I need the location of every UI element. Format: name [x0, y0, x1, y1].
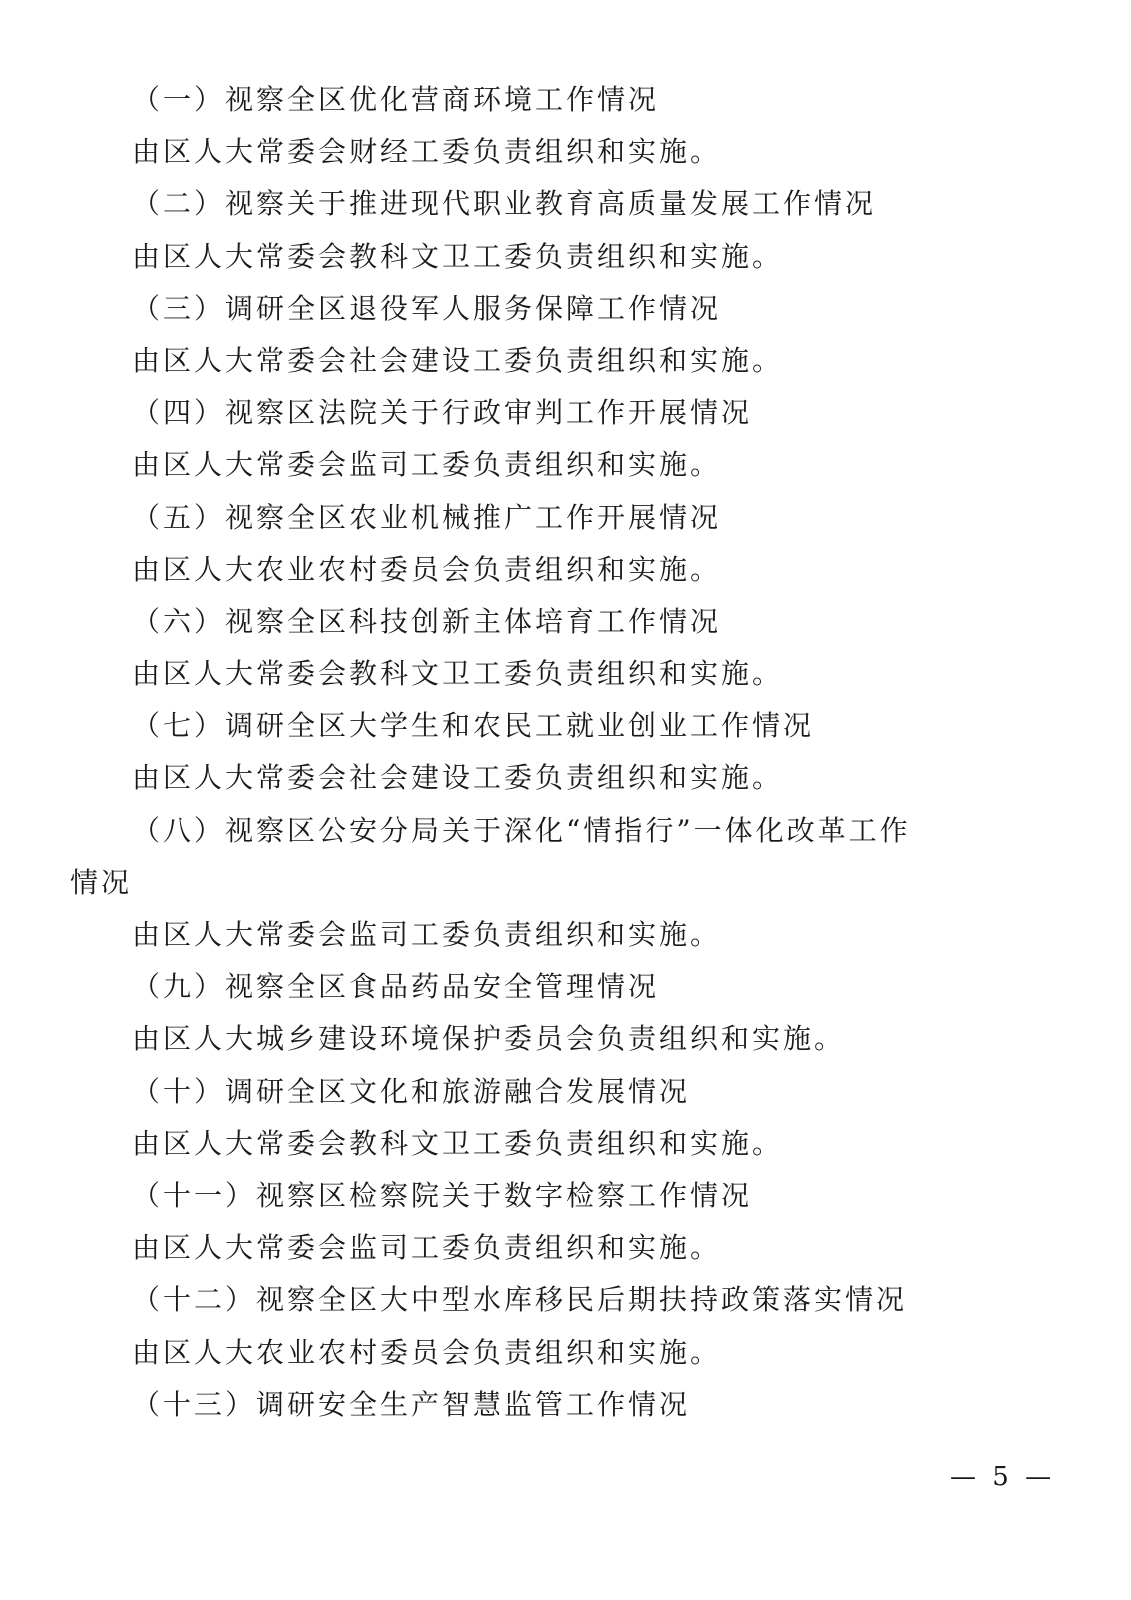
section-body: 由区人大常委会监司工委负责组织和实施。: [132, 1231, 722, 1265]
section-heading: （七）调研全区大学生和农民工就业创业工作情况: [132, 709, 815, 743]
section-body: 由区人大常委会教科文卫工委负责组织和实施。: [132, 657, 784, 691]
section-heading: （一）视察全区优化营商环境工作情况: [132, 83, 660, 116]
document-body: [70, 74, 930, 1431]
section-body: 由区人大常委会监司工委负责组织和实施。: [132, 448, 722, 482]
section-body: 由区人大常委会社会建设工委负责组织和实施。: [132, 761, 784, 795]
section-heading: （二）视察关于推进现代职业教育高质量发展工作情况: [132, 187, 877, 221]
section-heading: （六）视察全区科技创新主体培育工作情况: [132, 604, 722, 638]
section-heading: （五）视察全区农业机械推广工作开展情况: [132, 500, 722, 534]
section-body: 由区人大常委会教科文卫工委负责组织和实施。: [132, 239, 784, 273]
page-number: — 5 —: [950, 1462, 1056, 1492]
section-heading: （九）视察全区食品药品安全管理情况: [132, 970, 660, 1004]
section-body: 由区人大农业农村委员会负责组织和实施。: [132, 552, 722, 586]
section-heading: （四）视察区法院关于行政审判工作开展情况: [132, 396, 753, 430]
section-body: 由区人大常委会教科文卫工委负责组织和实施。: [132, 1126, 784, 1160]
section-heading: （十三）调研安全生产智慧监管工作情况: [132, 1387, 691, 1421]
section-heading: （十）调研全区文化和旅游融合发展情况: [132, 1074, 691, 1108]
section-heading: （十一）视察区检察院关于数字检察工作情况: [132, 1178, 753, 1212]
section-heading: （八）视察区公安分局关于深化“情指行”一体化改革工作: [132, 813, 911, 847]
section-body: 由区人大城乡建设环境保护委员会负责组织和实施。: [132, 1022, 846, 1056]
section-body: 由区人大常委会监司工委负责组织和实施。: [132, 918, 722, 951]
section-heading: （十二）视察全区大中型水库移民后期扶持政策落实情况: [132, 1283, 908, 1317]
section-body: 由区人大农业农村委员会负责组织和实施。: [132, 1335, 722, 1369]
section-heading: （三）调研全区退役军人服务保障工作情况: [132, 291, 722, 325]
section-heading-continuation: 情况: [70, 865, 133, 899]
section-body: 由区人大常委会社会建设工委负责组织和实施。: [132, 343, 784, 377]
section-body: 由区人大常委会财经工委负责组织和实施。: [132, 135, 722, 169]
